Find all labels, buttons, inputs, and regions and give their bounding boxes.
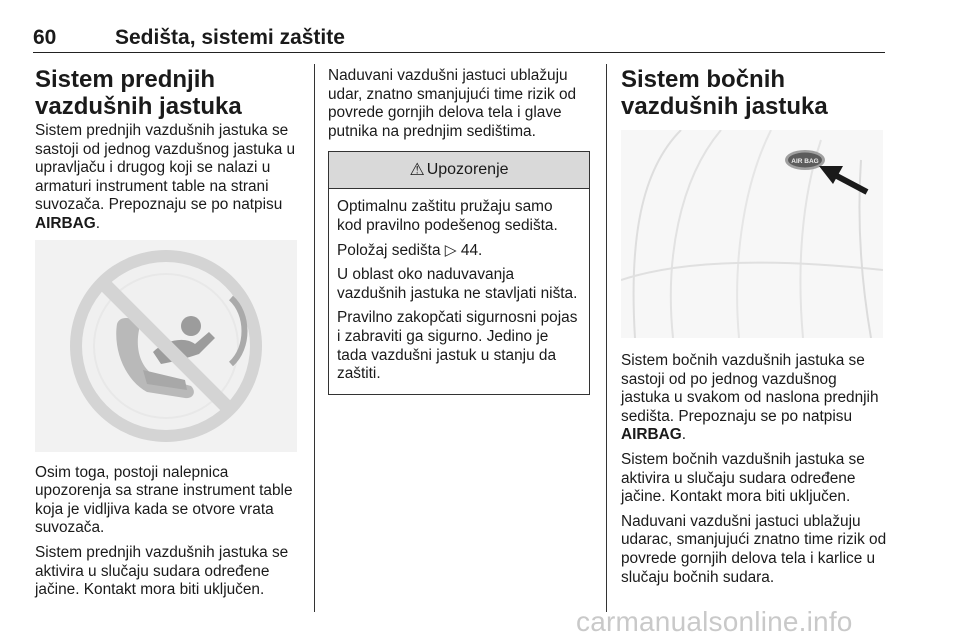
side-airbag-activation-paragraph: Sistem bočnih vazdušnih jastuka se aktivira u slučaju sudara određene jačine. Kontakt mora biti uključen. [621,450,865,506]
airbag-emblem [785,150,825,170]
warning-triangle-icon: ⚠ [409,160,425,180]
warning-body [329,189,589,393]
left-column [35,66,301,606]
page-number: 60 [33,26,57,49]
no-rear-facing-child-seat-icon [35,240,297,452]
airbag-label: AIRBAG [621,426,682,444]
warning-seat-position-ref: Položaj sedišta ▷ 44. [337,241,483,259]
airbag-emblem-text: AIR BAG [791,158,819,165]
chapter-title: Sedišta, sistemi zaštite [115,26,345,49]
watermark: carmanualsonline.info [576,606,853,637]
side-airbag-protection-paragraph: Naduvani vazdušni jastuci ublažuju udarac, smanjujući znatno time rizik od povrede gornjih delova tela i karlice u slučaju bočnih sudara. [621,512,887,586]
middle-column [328,67,592,395]
warning-seat-adjust: Optimalnu zaštitu pružaju samo kod pravilno podešenog sedišta. [337,198,558,234]
front-airbag-intro: Sistem prednjih vazdušnih jastuka se sastoji od jednog vazdušnog jastuka u upravljaču i drugog koji se nalazi u armaturi instrument table na strani suvozača. Prepoznaju se po natpisu AIRBAG. [35,122,296,232]
column-divider-right [606,64,607,612]
seat-airbag-figure [621,130,883,338]
side-airbag-heading: Sistem bočnih vazdušnih jastuka [621,66,828,120]
warning-box [328,151,590,394]
page-reference-icon: ▷ [444,241,457,259]
warning-header [329,152,589,189]
warning-inflation-area: U oblast oko naduvavanja vazdušnih jastuka ne stavljati ništa. [337,266,578,302]
page-reference-link[interactable]: 44. [460,241,483,259]
inflated-airbag-intro: Naduvani vazdušni jastuci ublažuju udar, znatno smanjujući time rizik od povrede gornjih delova tela i glave putnika na prednjim sedištima. [328,67,577,140]
warning-seatbelt: Pravilno zakopčati sigurnosni pojas i zabraviti ga sigurno. Jedino je tada vazdušni jastuk u stanju da zaštiti. [337,309,578,383]
header-rule [33,52,885,53]
warning-sticker-paragraph: Osim toga, postoji nalepnica upozorenja sa strane instrument table koja je vidljiva kada se otvore vrata suvozača. [35,463,293,537]
side-airbag-intro: Sistem bočnih vazdušnih jastuka se sastoji od po jednog vazdušnog jastuka u svakom od naslona prednjih sedišta. Prepoznaju se po natpisu AIRBAG. [621,352,879,444]
child-seat-warning-figure [35,240,297,452]
warning-title: Upozorenje [426,161,509,179]
airbag-label: AIRBAG [35,214,96,232]
front-airbag-activation-paragraph: Sistem prednjih vazdušnih jastuka se aktivira u slučaju sudara određene jačine. Kontakt mora biti uključen. [35,543,289,599]
column-divider-left [314,64,315,612]
right-column [621,66,889,593]
front-airbag-heading: Sistem prednjih vazdušnih jastuka [35,66,242,120]
seat-backrest-illustration [621,130,883,338]
page-header [33,26,345,50]
